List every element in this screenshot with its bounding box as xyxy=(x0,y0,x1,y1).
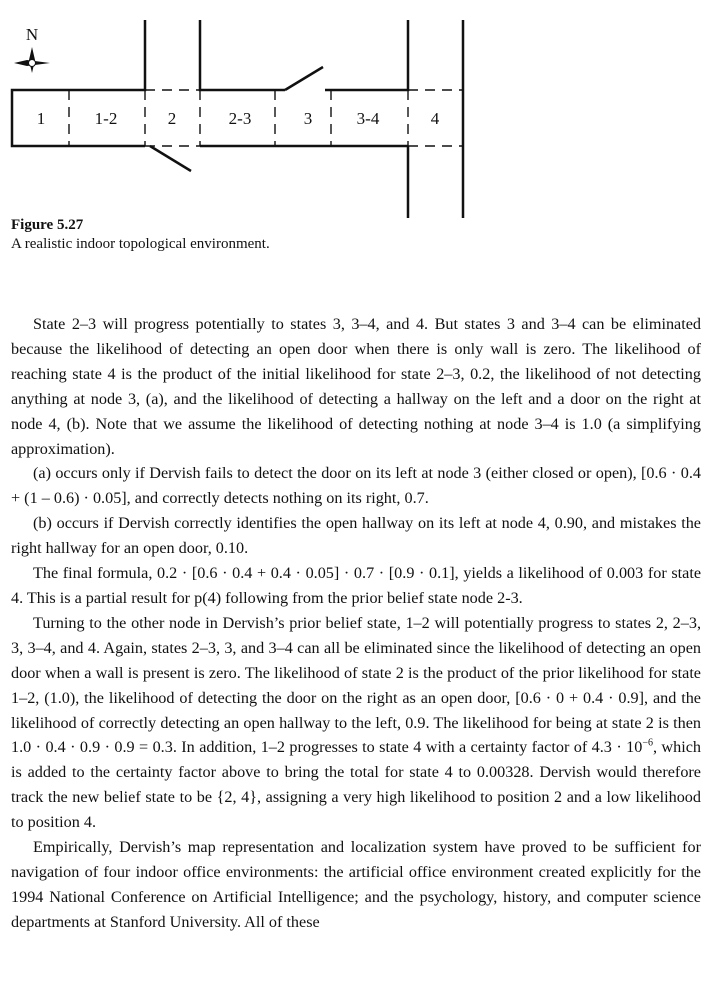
paragraph: Turning to the other node in Dervish’s prior belief state, 1–2 will potentially progress to states 2, 2–3, 3, 3–4, and 4. Again, states 2–3, 3, and 3–4 can all be eliminated since the likelihood of detecting an open door when a wall is present is zero. The likelihood of state 2 is the product of the prior likelihood for state 1–2, (1.0), the likelihood of detecting the door on the right as an open door, [0.6 · 0 + 0.4 · 0.9], and the likelihood of correctly detecting an open hallway to the left, 0.9. The likelihood for being at state 2 is then 1.0 · 0.4 · 0.9 · 0.9 = 0.3. In addition, 1–2 progresses to state 4 with a certainty factor of $4.3 \cdot 10^{-6}$, which is added to the certainty factor above to bring the total for state 4 to 0.00328. Dervish would therefore track the new belief state to be {2, 4}, assigning a very high likelihood to position 2 and a low likelihood to position 4. xyxy=(11,613,701,832)
figure-caption-text: A realistic indoor topological environment. xyxy=(11,236,270,252)
paragraph: Empirically, Dervish’s map representation and localization system have proved to be sufficient for navigation of four indoor office environments: the artificial office environment created explicitly for the 1994 National Conference on Artificial Intelligence; and the psychology, history, and computer science departments at Stanford University. All of these xyxy=(11,838,701,931)
node-label: 1 xyxy=(36,109,46,128)
node-label: 3 xyxy=(303,109,313,128)
compass-label: N xyxy=(25,25,39,44)
door-node-2 xyxy=(150,146,191,171)
paragraph: (a) occurs only if Dervish fails to detect the door on its left at node 3 (either closed or open), [0.6 · 0.4 + (1 – 0.6) · 0.05], and correctly detects nothing on its right, 0.7. xyxy=(11,464,701,508)
figure-number: Figure 5.27 xyxy=(11,217,84,233)
paragraph: State 2–3 will progress potentially to states 3, 3–4, and 4. But states 3 and 3–4 can be eliminated because the likelihood of detecting an open door when there is only wall is zero. The likelihood of reaching state 4 is the product of the initial likelihood for state 2–3, 0.2, the likelihood of not detecting anything at node 3, (a), and the likelihood of detecting a hallway on the left and a door on the right at node 4, (b). Note that we assume the likelihood of detecting nothing at node 3–4 is 1.0 (a simplifying approximation). xyxy=(11,315,701,458)
body-text xyxy=(11,312,701,935)
topological-map-figure xyxy=(0,0,720,230)
node-label: 2-3 xyxy=(228,109,252,128)
node-label: 4 xyxy=(430,109,440,128)
node-label: 2 xyxy=(167,109,177,128)
door-node-3 xyxy=(285,67,323,90)
paragraph: (b) occurs if Dervish correctly identifies the open hallway on its left at node 4, 0.90, and mistakes the right hallway for an open door, 0.10. xyxy=(11,514,701,558)
figure-caption xyxy=(11,216,270,254)
paragraph: The final formula, 0.2 · [0.6 · 0.4 + 0.4 · 0.05] · 0.7 · [0.9 · 0.1], yields a likelihood of 0.003 for state 4. This is a partial result for p(4) following from the prior belief state node 2-3. xyxy=(11,564,701,607)
node-label: 1-2 xyxy=(94,109,118,128)
node-label: 3-4 xyxy=(356,109,380,128)
